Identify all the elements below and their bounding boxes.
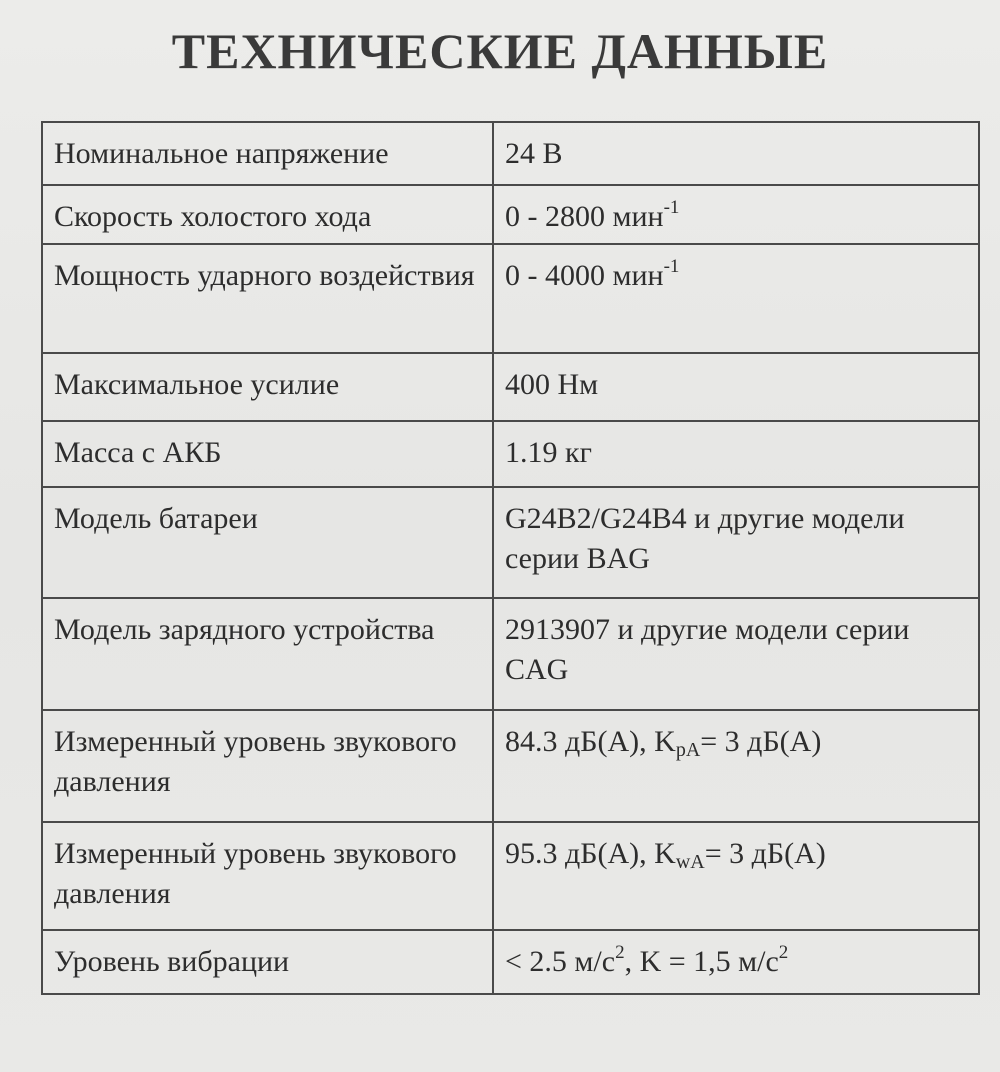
table-row bbox=[42, 421, 979, 487]
row-label: Измеренный уровень звукового давления bbox=[42, 710, 493, 822]
value-superscript: -1 bbox=[663, 256, 680, 277]
table-row bbox=[42, 353, 979, 421]
row-value bbox=[493, 822, 979, 930]
table-row bbox=[42, 930, 979, 994]
row-value: 2913907 и другие модели серии CAG bbox=[493, 598, 979, 710]
value-text: 0 - 2800 мин bbox=[505, 200, 664, 233]
row-label: Скорость холостого хода bbox=[42, 185, 493, 244]
row-label: Уровень вибрации bbox=[42, 930, 493, 994]
value-text: 0 - 4000 мин bbox=[505, 259, 664, 292]
table-row bbox=[42, 244, 979, 353]
page-title: ТЕХНИЧЕСКИЕ ДАННЫЕ bbox=[171, 23, 829, 79]
row-value: 24 В bbox=[493, 122, 979, 185]
row-label: Номинальное напряжение bbox=[42, 122, 493, 185]
row-label: Мощность ударного воздействия bbox=[42, 244, 493, 353]
value-subscript: pA bbox=[675, 739, 701, 761]
row-value: 1.19 кг bbox=[493, 421, 979, 487]
row-label: Измеренный уровень звукового давления bbox=[42, 822, 493, 930]
row-label: Масса с АКБ bbox=[42, 421, 493, 487]
row-label: Модель зарядного устройства bbox=[42, 598, 493, 710]
row-value bbox=[493, 710, 979, 822]
value-subscript: wA bbox=[675, 851, 705, 873]
value-superscript: 2 bbox=[615, 942, 625, 963]
table-row bbox=[42, 185, 979, 244]
row-value bbox=[493, 930, 979, 994]
row-value: G24B2/G24B4 и другие модели серии BAG bbox=[493, 487, 979, 598]
value-text: , K = 1,5 м/с bbox=[624, 945, 779, 978]
value-superscript: -1 bbox=[663, 197, 680, 218]
row-label: Максимальное усилие bbox=[42, 353, 493, 421]
spec-table bbox=[41, 121, 980, 995]
value-text: = 3 дБ(А) bbox=[700, 725, 822, 758]
value-text: = 3 дБ(А) bbox=[704, 837, 826, 870]
table-row bbox=[42, 122, 979, 185]
row-label: Модель батареи bbox=[42, 487, 493, 598]
table-row bbox=[42, 822, 979, 930]
value-text: 84.3 дБ(А), K bbox=[505, 725, 676, 758]
value-superscript: 2 bbox=[778, 942, 789, 963]
row-value: 400 Нм bbox=[493, 353, 979, 421]
table-row bbox=[42, 487, 979, 598]
value-text: 95.3 дБ(А), K bbox=[505, 837, 676, 870]
row-value bbox=[493, 244, 979, 353]
row-value bbox=[493, 185, 979, 244]
value-text: < 2.5 м/с bbox=[505, 945, 616, 978]
table-row bbox=[42, 598, 979, 710]
table-row bbox=[42, 710, 979, 822]
